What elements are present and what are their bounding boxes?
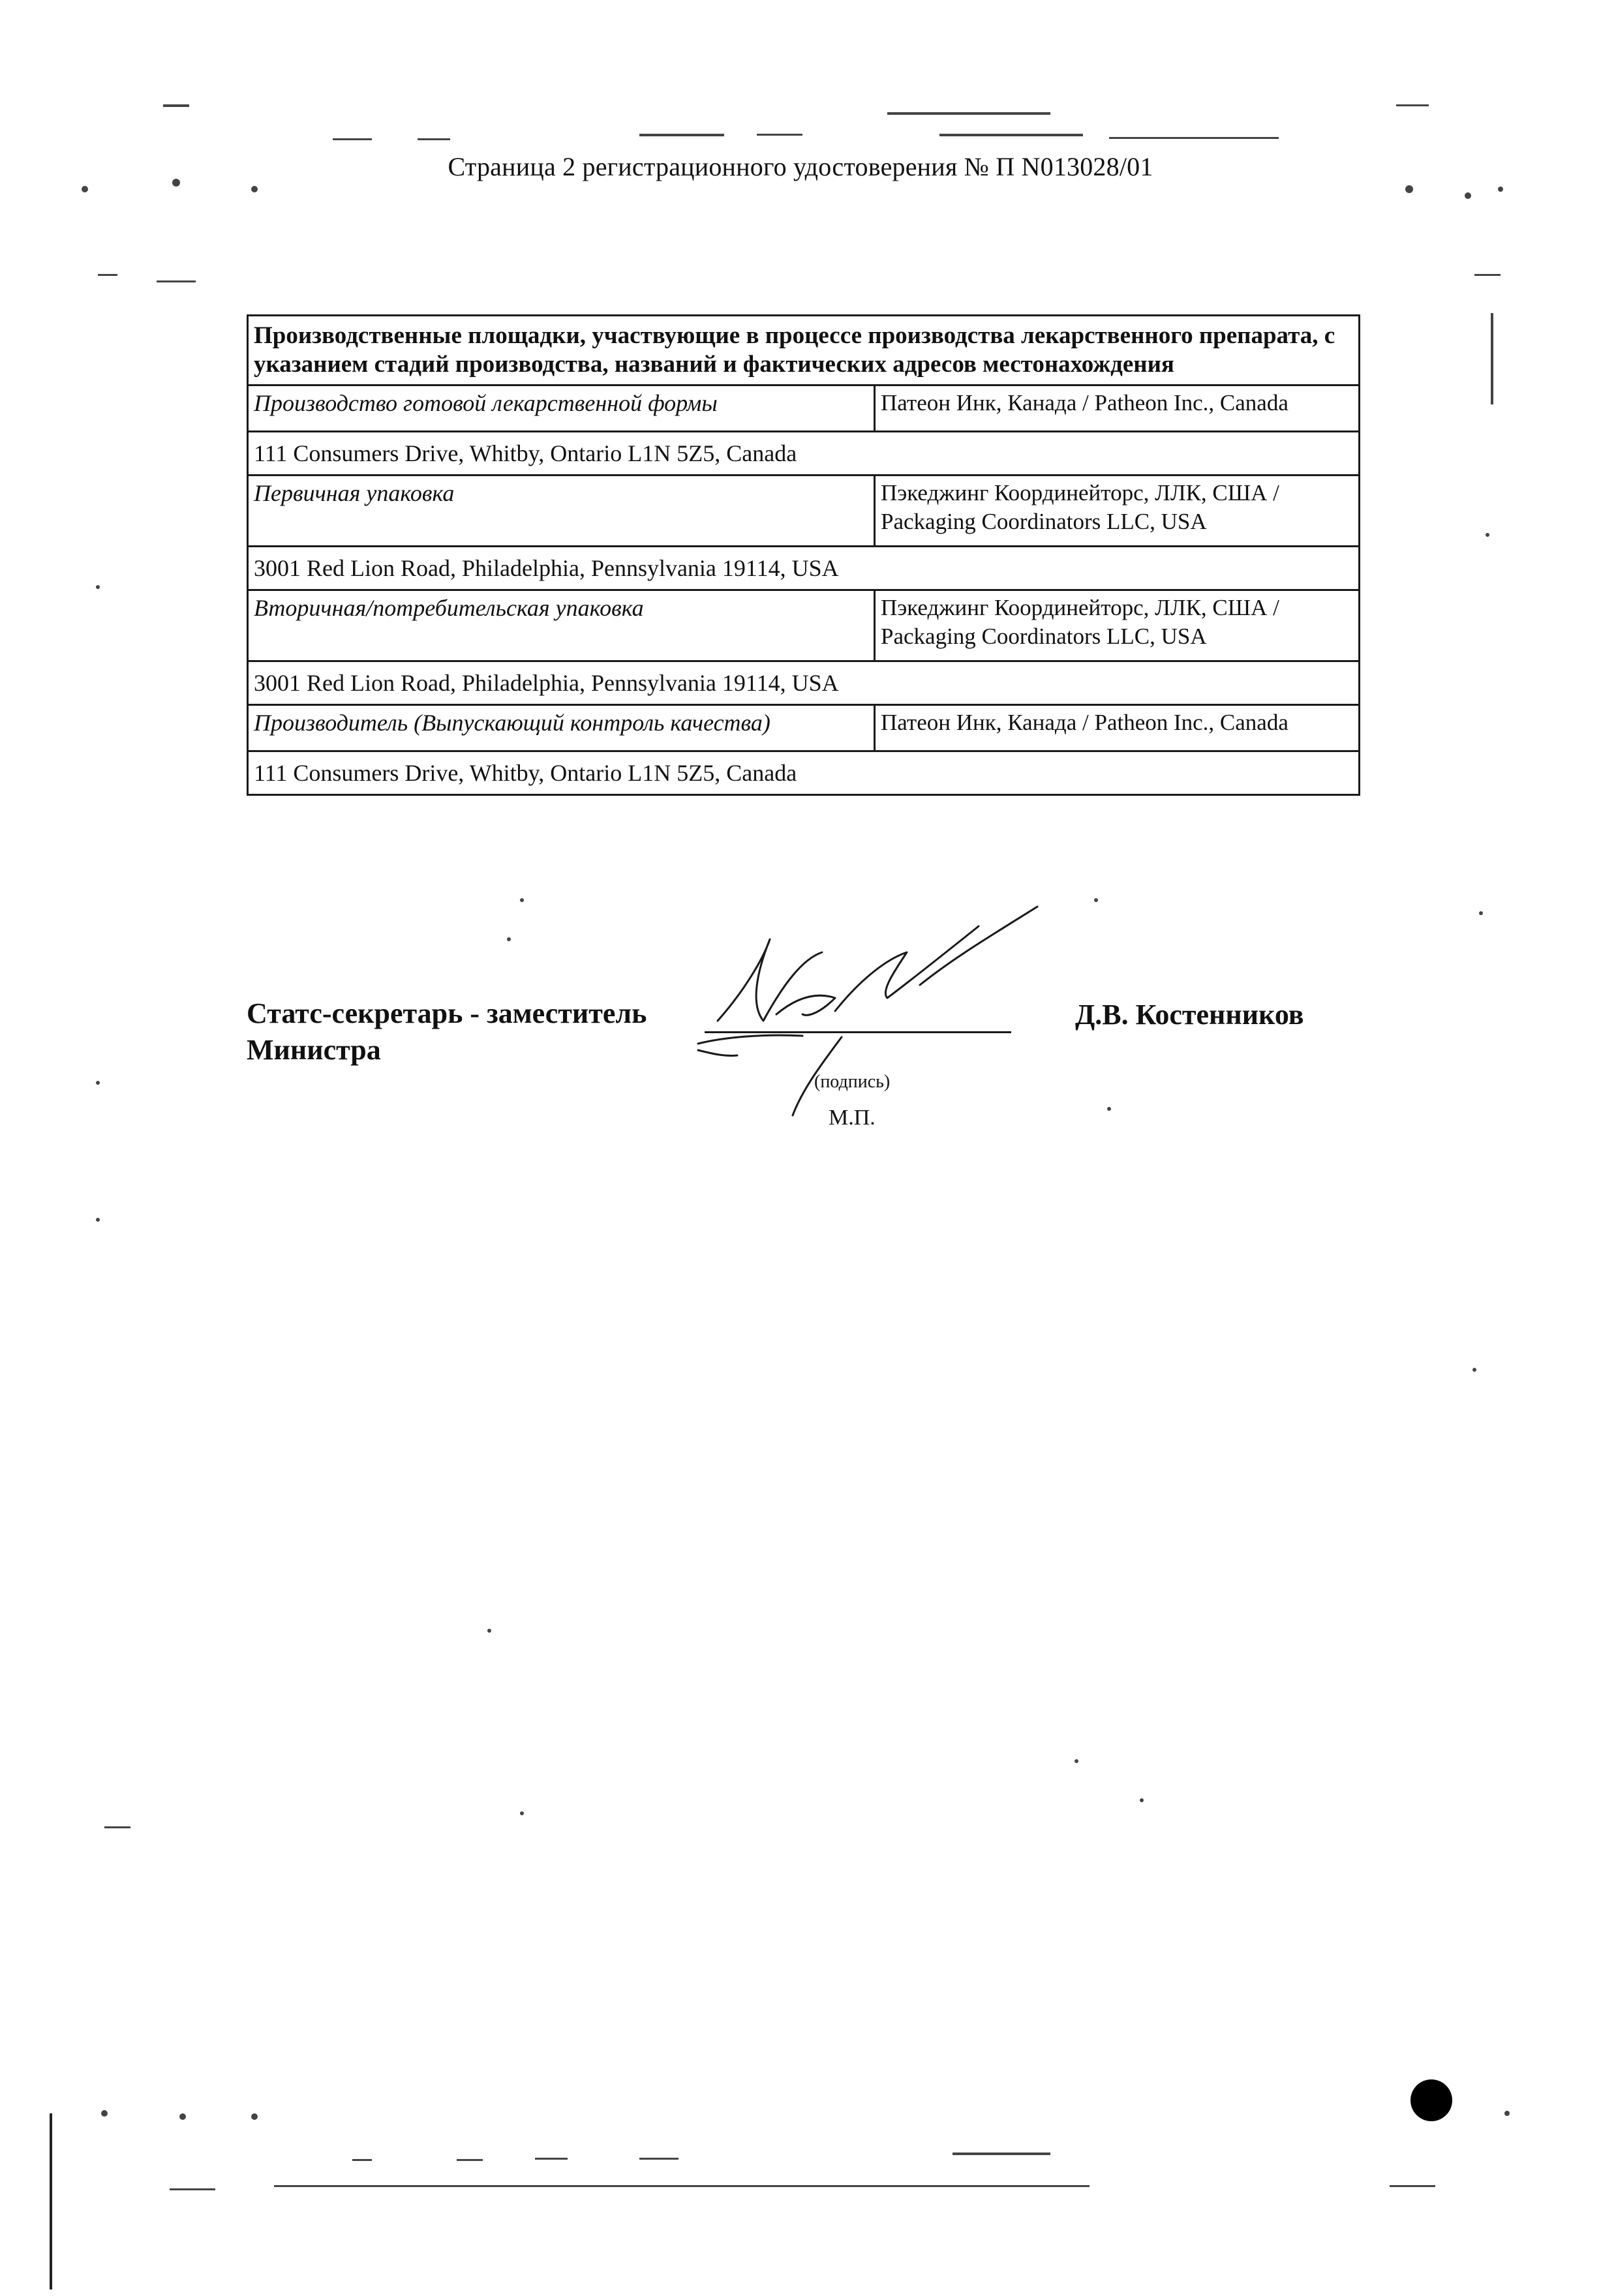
table-row [248, 590, 1360, 661]
table-heading-row [248, 316, 1360, 385]
signer-position-line1: Статс-секретарь - заместитель [247, 997, 647, 1029]
organization-cell: Патеон Инк, Канада / Patheon Inc., Canada [875, 705, 1360, 751]
organization-cell: Патеон Инк, Канада / Patheon Inc., Canada [875, 385, 1360, 432]
organization-cell: Пэкеджинг Координейторс, ЛЛК, США / Packaging Coordinators LLC, USA [875, 590, 1360, 661]
stage-cell: Первичная упаковка [248, 476, 875, 547]
stage-cell: Производитель (Выпускающий контроль качества) [248, 705, 875, 751]
signer-position [247, 995, 716, 1068]
table-row [248, 476, 1360, 547]
scan-edge-bar [50, 2113, 52, 2289]
signature-line [705, 1031, 1011, 1033]
table-heading: Производственные площадки, участвующие в процессе производства лекарственного препарата, с указанием стадий производства, названий и фактических адресов местонахождения [248, 316, 1360, 385]
production-sites-table [247, 314, 1360, 796]
address-cell: 111 Consumers Drive, Whitby, Ontario L1N 5Z5, Canada [248, 751, 1360, 795]
signer-position-line2: Министра [247, 1034, 381, 1066]
table-row [248, 385, 1360, 432]
signer-name: Д.В. Костенников [1075, 999, 1304, 1031]
address-cell: 111 Consumers Drive, Whitby, Ontario L1N 5Z5, Canada [248, 432, 1360, 476]
seal-mark: М.П. [829, 1106, 876, 1130]
table-row [248, 661, 1360, 705]
organization-cell: Пэкеджинг Координейторс, ЛЛК, США / Packaging Coordinators LLC, USA [875, 476, 1360, 547]
stage-cell: Вторичная/потребительская упаковка [248, 590, 875, 661]
address-cell: 3001 Red Lion Road, Philadelphia, Pennsylvania 19114, USA [248, 547, 1360, 590]
address-cell: 3001 Red Lion Road, Philadelphia, Pennsylvania 19114, USA [248, 661, 1360, 705]
table-row [248, 751, 1360, 795]
stage-cell: Производство готовой лекарственной формы [248, 385, 875, 432]
table-row [248, 547, 1360, 590]
punch-hole-mark [1410, 2079, 1452, 2121]
page-title: Страница 2 регистрационного удостоверения № П N013028/01 [448, 152, 1153, 181]
signature-caption: (подпись) [814, 1072, 891, 1092]
table-row [248, 432, 1360, 476]
table-row [248, 705, 1360, 751]
